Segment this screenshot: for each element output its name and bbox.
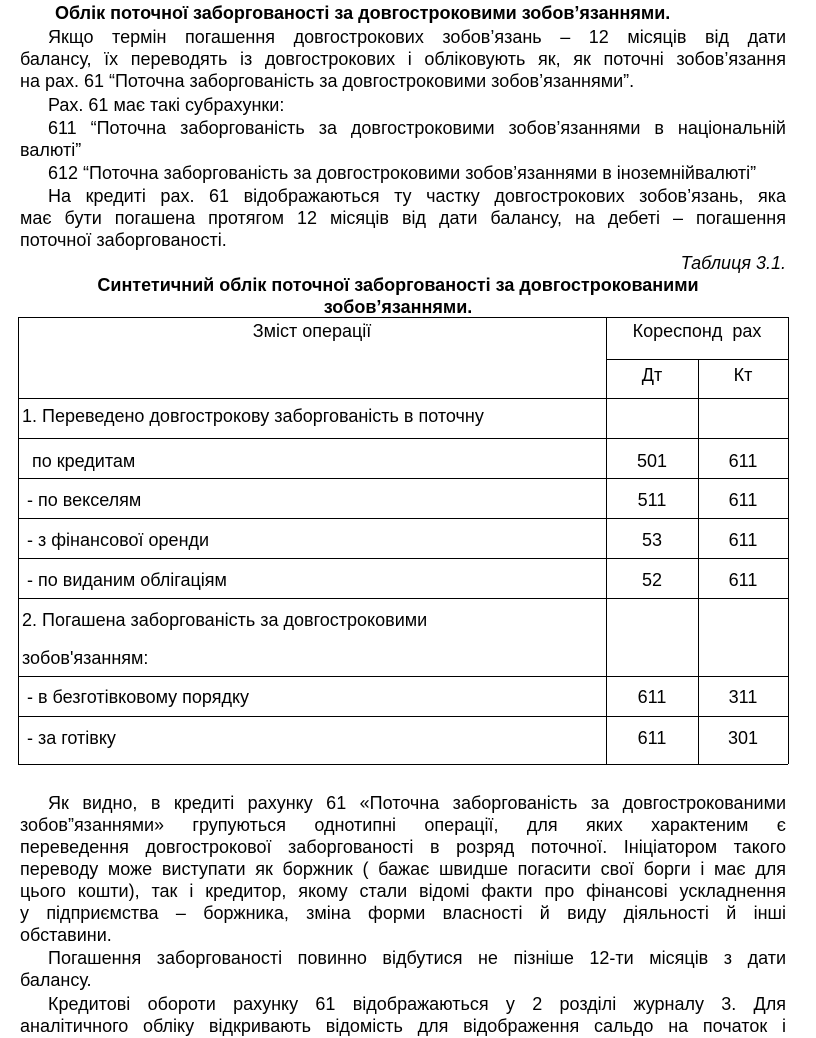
table-border <box>18 317 788 318</box>
table-border <box>788 317 789 764</box>
section-heading: Облік поточної заборгованості за довгостроковими зобов’язаннями. <box>55 3 671 23</box>
paragraph-line: балансу. <box>20 970 92 990</box>
table-cell-credit: 611 <box>728 570 758 590</box>
paragraph-line: має бути погашена протягом 12 місяців від дати балансу, на дебеті – погашення <box>20 208 786 228</box>
paragraph-line: Кредитові обороти рахунку 61 відображаються у 2 розділі журналу 3. Для <box>48 994 786 1014</box>
table-cell-debit: 611 <box>637 687 667 707</box>
table-cell-debit: 52 <box>641 570 663 590</box>
table-row-operation: 2. Погашена заборгованість за довгостроковими <box>22 610 428 630</box>
table-border <box>18 764 788 765</box>
table-cell-debit: 511 <box>637 490 667 510</box>
table-row-operation: - по виданим облігаціям <box>22 570 227 590</box>
table-border <box>18 518 788 519</box>
paragraph-line: Погашення заборгованості повинно відбутися не пізніше 12-ти місяців з дати <box>48 948 786 968</box>
table-row-operation: 1. Переведено довгострокову заборгованість в поточну <box>22 406 484 426</box>
paragraph-line: поточної заборгованості. <box>20 230 227 250</box>
paragraph-line: Якщо термін погашення довгострокових зобов’язань – 12 місяців від дати <box>48 27 786 47</box>
paragraph-line: Рах. 61 має такі субрахунки: <box>48 95 285 115</box>
paragraph-line: балансу, їх переводять із довгострокових і обліковують як, як поточні зобов’язання <box>20 49 786 69</box>
table-row-operation: - в безготівковому порядку <box>22 687 250 707</box>
paragraph-line: Як видно, в кредиті рахунку 61 «Поточна заборгованість за довгострокованими <box>48 793 786 813</box>
table-title: зобов’язаннями. <box>323 297 473 317</box>
column-header-debit: Дт <box>641 365 663 385</box>
paragraph-line: зобов”язаннями» групуються однотипні операції, для яких характеним є <box>20 815 786 835</box>
table-cell-credit: 301 <box>727 728 759 748</box>
table-border <box>18 478 788 479</box>
paragraph-line: обставини. <box>20 925 112 945</box>
paragraph-line: у підприємства – боржника, зміна форми власності й виду діяльності й інші <box>20 903 786 923</box>
table-border <box>18 558 788 559</box>
table-row-operation: - по векселям <box>22 490 142 510</box>
table-cell-credit: 611 <box>728 530 758 550</box>
table-label: Таблиця 3.1. <box>680 253 786 273</box>
table-border <box>18 317 19 764</box>
paragraph-line: на рах. 61 “Поточна заборгованість за довгостроковими зобов’язаннями”. <box>20 71 635 91</box>
table-row-operation: - за готівку <box>22 728 116 748</box>
column-header-credit: Кт <box>733 365 753 385</box>
table-border <box>18 676 788 677</box>
column-header-correspondence: Кореспонд рах <box>632 321 762 341</box>
table-cell-debit: 53 <box>641 530 663 550</box>
table-cell-debit: 611 <box>637 728 667 748</box>
paragraph-line: аналітичного обліку відкривають відомість для відображення сальдо на початок і <box>20 1016 786 1036</box>
table-row-operation: - з фінансової оренди <box>22 530 210 550</box>
paragraph-line: 612 “Поточна заборгованість за довгостроковими зобов’язаннями в іноземнійвалюті” <box>48 163 757 183</box>
table-cell-credit: 611 <box>728 490 758 510</box>
paragraph-line: валюті” <box>20 140 82 160</box>
table-border <box>18 598 788 599</box>
column-header-content: Зміст операції <box>252 321 372 341</box>
table-row-operation: по кредитам <box>22 451 136 471</box>
paragraph-line: цього кошти), так і кредитор, якому стали відомі факти про фінансові ускладнення <box>20 881 786 901</box>
paragraph-line: 611 “Поточна заборгованість за довгостроковими зобов’язаннями в національній <box>48 118 786 138</box>
paragraph-line: переводу може виступати як боржник ( бажає швидше погасити свої борги і має для <box>20 859 786 879</box>
table-row-operation: зобов'язанням: <box>22 648 149 668</box>
table-border <box>18 716 788 717</box>
table-cell-credit: 611 <box>728 451 758 471</box>
paragraph-line: переведення довгострокової заборгованості в розряд поточної. Ініціатором такого <box>20 837 786 857</box>
table-border <box>606 359 788 360</box>
table-title: Синтетичний облік поточної заборгованості за довгострокованими <box>97 275 699 295</box>
table-border <box>18 438 788 439</box>
table-border <box>18 398 788 399</box>
table-cell-debit: 501 <box>636 451 668 471</box>
table-cell-credit: 311 <box>728 687 758 707</box>
paragraph-line: На кредиті рах. 61 відображаються ту частку довгострокових зобов’язань, яка <box>48 186 786 206</box>
